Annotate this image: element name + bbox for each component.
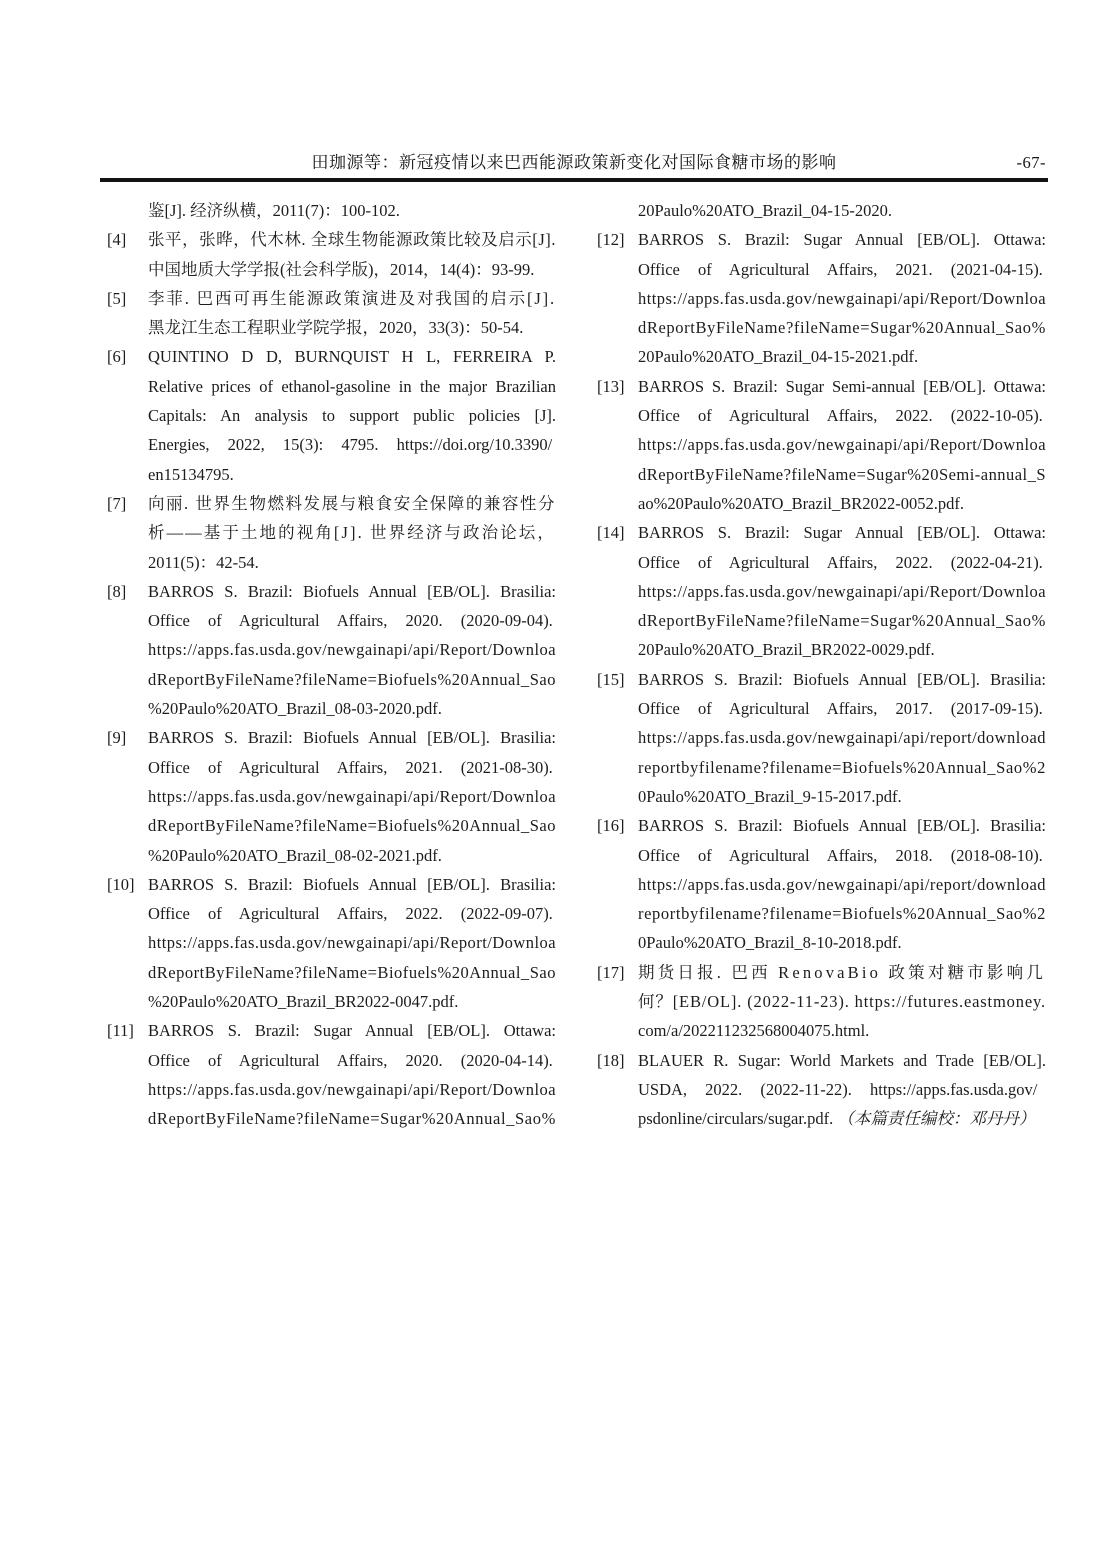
reference-marker: [11]	[107, 1021, 134, 1041]
reference-line: %20Paulo%20ATO_Brazil_BR2022-0047.pdf.	[148, 992, 459, 1012]
reference-line: https://apps.fas.usda.gov/newgainapi/api/Report/Downloa	[148, 786, 556, 806]
reference-line: https://apps.fas.usda.gov/newgainapi/api/Report/Downloa	[638, 288, 1046, 308]
reference-line: 析——基于土地的视角[J]. 世界经济与政治论坛，	[148, 523, 556, 543]
reference-item	[597, 665, 1046, 811]
reference-line: Office of Agricultural Affairs, 2022. (2022-09-07).	[148, 904, 553, 924]
reference-line: https://apps.fas.usda.gov/newgainapi/api/report/download	[638, 728, 1046, 748]
reference-marker: [15]	[597, 669, 625, 689]
reference-item	[107, 489, 556, 577]
reference-line: BARROS S. Brazil: Biofuels Annual [EB/OL]. Brasilia:	[148, 728, 557, 748]
reference-line: 期货日报. 巴西 RenovaBio 政策对糖市影响几	[638, 962, 1046, 982]
reference-item	[107, 723, 556, 869]
references-column-left	[107, 196, 556, 1134]
reference-marker: [17]	[597, 962, 625, 982]
reference-marker: [7]	[107, 493, 127, 513]
reference-line: en15134795.	[148, 464, 234, 484]
reference-line: 李菲. 巴西可再生能源政策演进及对我国的启示[J].	[148, 288, 556, 308]
reference-item	[597, 196, 1046, 225]
reference-line: BARROS S. Brazil: Biofuels Annual [EB/OL]. Brasilia:	[148, 581, 557, 601]
reference-line: Office of Agricultural Affairs, 2020. (2020-09-04).	[148, 611, 553, 631]
reference-line: BARROS S. Brazil: Biofuels Annual [EB/OL]. Brasilia:	[148, 874, 557, 894]
reference-line: dReportByFileName?fileName=Sugar%20Annual_Sao%	[638, 611, 1046, 631]
reference-item	[597, 811, 1046, 957]
reference-line: dReportByFileName?fileName=Biofuels%20Annual_Sao	[148, 816, 556, 836]
reference-item	[597, 958, 1046, 1046]
reference-line: QUINTINO D D, BURNQUIST H L, FERREIRA P.	[148, 347, 557, 367]
reference-line: dReportByFileName?fileName=Sugar%20Annual_Sao%	[148, 1109, 556, 1129]
reference-line: psdonline/circulars/sugar.pdf. （本篇责任编校：邓丹丹）	[638, 1109, 1036, 1129]
reference-marker: [5]	[107, 288, 127, 308]
reference-item	[107, 1016, 556, 1133]
reference-line: https://apps.fas.usda.gov/newgainapi/api/Report/Downloa	[638, 435, 1046, 455]
reference-line: https://apps.fas.usda.gov/newgainapi/api/Report/Downloa	[148, 933, 556, 953]
reference-marker: [13]	[597, 376, 625, 396]
reference-line: reportbyfilename?filename=Biofuels%20Annual_Sao%2	[638, 904, 1047, 924]
reference-marker: [14]	[597, 523, 625, 543]
reference-line: Office of Agricultural Affairs, 2021. (2021-08-30).	[148, 757, 553, 777]
reference-line: 0Paulo%20ATO_Brazil_9-15-2017.pdf.	[638, 786, 902, 806]
header-rule	[100, 178, 1048, 182]
reference-marker: [16]	[597, 816, 625, 836]
reference-line: dReportByFileName?fileName=Biofuels%20Annual_Sao	[148, 962, 556, 982]
reference-line: Energies, 2022, 15(3): 4795. https://doi.org/10.3390/	[148, 435, 553, 455]
reference-line: BARROS S. Brazil: Sugar Annual [EB/OL]. Ottawa:	[638, 523, 1046, 543]
reference-line: %20Paulo%20ATO_Brazil_08-03-2020.pdf.	[148, 699, 442, 719]
reference-line: https://apps.fas.usda.gov/newgainapi/api/Report/Downloa	[148, 1079, 556, 1099]
reference-item	[597, 372, 1046, 518]
reference-line: BLAUER R. Sugar: World Markets and Trade [EB/OL].	[638, 1050, 1046, 1070]
reference-item	[597, 1046, 1046, 1134]
running-title: 田珈源等：新冠疫情以来巴西能源政策新变化对国际食糖市场的影响	[311, 153, 837, 172]
reference-line: Office of Agricultural Affairs, 2022. (2022-10-05).	[638, 406, 1043, 426]
reference-line: BARROS S. Brazil: Biofuels Annual [EB/OL]. Brasilia:	[638, 816, 1047, 836]
reference-line: 何？[EB/OL]. (2022-11-23). https://futures.eastmoney.	[638, 992, 1047, 1012]
reference-line: 黑龙江生态工程职业学院学报，2020，33(3)：50-54.	[148, 318, 524, 338]
reference-line: 20Paulo%20ATO_Brazil_BR2022-0029.pdf.	[638, 640, 935, 660]
reference-item	[107, 196, 556, 225]
reference-line: 20Paulo%20ATO_Brazil_04-15-2021.pdf.	[638, 347, 919, 367]
reference-marker: [6]	[107, 347, 127, 367]
reference-line: 张平，张晔，代木林. 全球生物能源政策比较及启示[J].	[148, 230, 556, 250]
reference-line: Office of Agricultural Affairs, 2020. (2020-04-14).	[148, 1050, 553, 1070]
reference-line: BARROS S. Brazil: Biofuels Annual [EB/OL]. Brasilia:	[638, 669, 1047, 689]
reference-item	[107, 870, 556, 1016]
reference-item	[597, 225, 1046, 371]
page-number: -67-	[1016, 153, 1046, 172]
reference-item	[107, 577, 556, 723]
reference-line: 向丽. 世界生物燃料发展与粮食安全保障的兼容性分	[148, 493, 556, 513]
reference-line: USDA, 2022. (2022-11-22). https://apps.fas.usda.gov/	[638, 1079, 1038, 1099]
reference-line: reportbyfilename?filename=Biofuels%20Annual_Sao%2	[638, 757, 1047, 777]
reference-line: Office of Agricultural Affairs, 2021. (2021-04-15).	[638, 259, 1043, 279]
reference-marker: [12]	[597, 230, 625, 250]
reference-line: BARROS S. Brazil: Sugar Annual [EB/OL]. Ottawa:	[148, 1021, 556, 1041]
reference-line: Office of Agricultural Affairs, 2022. (2022-04-21).	[638, 552, 1043, 572]
reference-marker: [8]	[107, 581, 127, 601]
reference-line: BARROS S. Brazil: Sugar Annual [EB/OL]. Ottawa:	[638, 230, 1046, 250]
references-column-right	[597, 196, 1046, 1134]
reference-line: 0Paulo%20ATO_Brazil_8-10-2018.pdf.	[638, 933, 902, 953]
reference-marker: [9]	[107, 728, 127, 748]
reference-marker: [4]	[107, 230, 127, 250]
reference-line: https://apps.fas.usda.gov/newgainapi/api/Report/Downloa	[638, 581, 1046, 601]
reference-line: 中国地质大学学报(社会科学版)，2014，14(4)：93-99.	[148, 259, 535, 279]
reference-line: Capitals: An analysis to support public policies [J].	[148, 406, 556, 426]
reference-line: dReportByFileName?fileName=Sugar%20Annual_Sao%	[638, 318, 1046, 338]
reference-line: 20Paulo%20ATO_Brazil_04-15-2020.	[638, 201, 893, 220]
reference-line: Office of Agricultural Affairs, 2017. (2017-09-15).	[638, 699, 1043, 719]
reference-item	[597, 518, 1046, 664]
reference-line: dReportByFileName?fileName=Sugar%20Semi-annual_S	[638, 464, 1046, 484]
reference-line: ao%20Paulo%20ATO_Brazil_BR2022-0052.pdf.	[638, 493, 964, 513]
reference-line: 鉴[J]. 经济纵横，2011(7)：100-102.	[148, 201, 400, 220]
reference-item	[107, 225, 556, 284]
reference-item	[107, 284, 556, 343]
reference-line: dReportByFileName?fileName=Biofuels%20Annual_Sao	[148, 669, 556, 689]
reference-line: com/a/202211232568004075.html.	[638, 1021, 870, 1041]
reference-line: BARROS S. Brazil: Sugar Semi-annual [EB/OL]. Ottawa:	[638, 376, 1047, 396]
reference-marker: [18]	[597, 1050, 625, 1070]
reference-item	[107, 342, 556, 488]
reference-line: https://apps.fas.usda.gov/newgainapi/api/report/download	[638, 874, 1046, 894]
reference-line: Relative prices of ethanol-gasoline in the major Brazilian	[148, 376, 556, 396]
reference-line: https://apps.fas.usda.gov/newgainapi/api/Report/Downloa	[148, 640, 556, 660]
reference-marker: [10]	[107, 874, 135, 894]
reference-line: 2011(5)：42-54.	[148, 552, 259, 572]
running-head	[100, 150, 1048, 176]
reference-line: Office of Agricultural Affairs, 2018. (2018-08-10).	[638, 845, 1043, 865]
reference-line: %20Paulo%20ATO_Brazil_08-02-2021.pdf.	[148, 845, 442, 865]
editor-note: （本篇责任编校：邓丹丹）	[837, 1109, 1036, 1129]
